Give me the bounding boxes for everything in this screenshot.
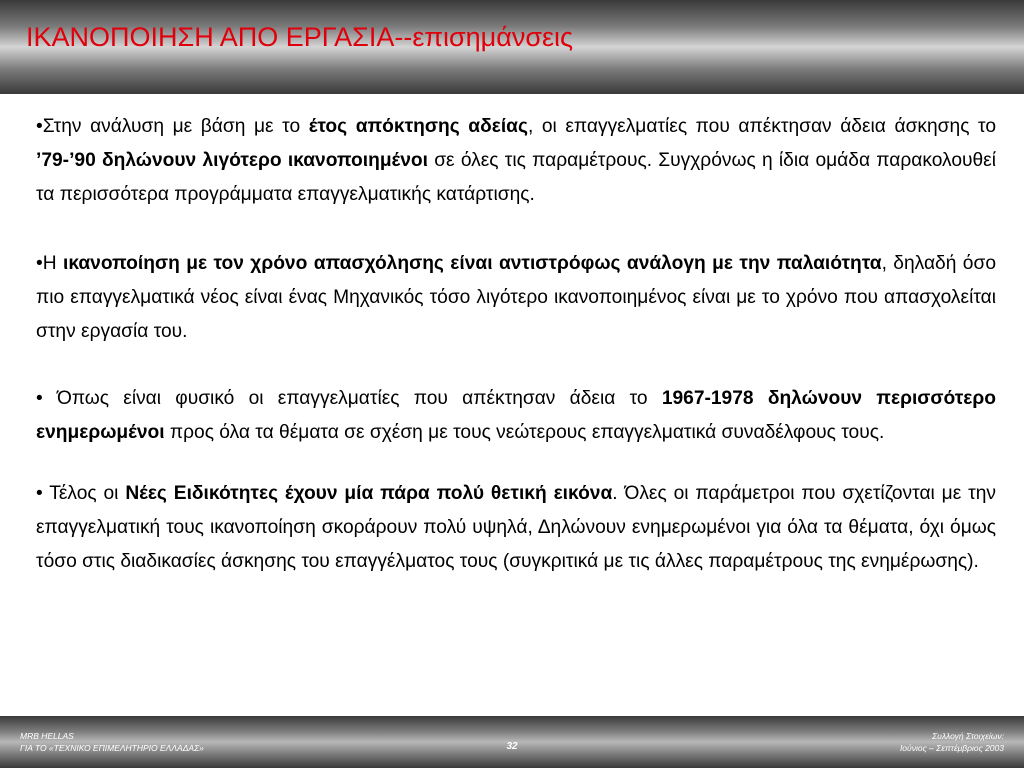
footer-period-dates: Ιούνιος – Σεπτέμβριος 2003 [899, 743, 1004, 753]
paragraph-emphasis: ικανοποίηση με τον χρόνο απασχόλησης είναι αντιστρόφως ανάλογη με την παλαιότητα [62, 253, 882, 274]
footer-bar [0, 716, 1024, 768]
bullet-paragraph-4 [36, 477, 996, 579]
footer-period [900, 730, 1004, 754]
footer-client: ΓΙΑ ΤΟ «ΤΕΧΝΙΚΟ ΕΠΙΜΕΛΗΤΗΡΙΟ ΕΛΛΑΔΑΣ» [20, 743, 204, 753]
slide-title: ΙΚΑΝΟΠΟΙΗΣΗ ΑΠΟ ΕΡΓΑΣΙΑ--επισημάνσεις [26, 22, 574, 52]
paragraph-text: προς όλα τα θέματα σε σχέση με τους νεώτερους επαγγελματικά συναδέλφους τους. [164, 422, 885, 443]
paragraph-text: , οι επαγγελματίες που απέκτησαν άδεια άσκησης το [527, 116, 996, 137]
paragraph-emphasis: Νέες Ειδικότητες έχουν μία πάρα πολύ θετική εικόνα [125, 483, 613, 504]
slide-content [36, 110, 996, 579]
paragraph-text: • Τέλος οι [36, 483, 126, 504]
paragraph-text: • Όπως είναι φυσικό οι επαγγελματίες που απέκτησαν άδεια το [36, 388, 662, 409]
paragraph-emphasis: 1967-1978 δηλώνουν περισσότερο ενημερωμένοι [36, 388, 996, 443]
paragraph-emphasis: έτος απόκτησης αδείας [308, 116, 528, 137]
paragraph-text: . Όλες οι παράμετροι που σχετίζονται με την επαγγελματική τους ικανοποίηση σκοράρουν πολύ υψηλά, Δηλώνουν ενημερωμένοι για όλα τα θέματα, όχι όμως τόσο στις διαδικασίες άσκησης του επαγγέλματος τους (συγκριτικά με τις άλλες παραμέτρους της ενημέρωσης). [36, 483, 996, 572]
paragraph-text: •Η [36, 253, 63, 274]
page-number: 32 [506, 741, 518, 752]
header-bar [0, 0, 1024, 94]
footer-company: MRB HELLAS [20, 731, 74, 741]
bullet-paragraph-1 [36, 110, 996, 212]
paragraph-text: •Στην ανάλυση με βάση με το [36, 116, 309, 137]
bullet-paragraph-3 [36, 382, 996, 450]
footer-period-label: Συλλογή Στοιχείων: [932, 731, 1004, 741]
paragraph-text: σε όλες τις παραμέτρους. Συγχρόνως η ίδια ομάδα παρακολουθεί τα περισσότερα προγράμματα επαγγελματικής κατάρτισης. [36, 150, 996, 205]
paragraph-emphasis: ’79-’90 δηλώνουν λιγότερο ικανοποιημένοι [36, 150, 428, 171]
bullet-paragraph-2 [36, 247, 996, 349]
paragraph-text: , δηλαδή όσο πιο επαγγελματικά νέος είναι ένας Μηχανικός τόσο λιγότερο ικανοποιημένος είναι με το χρόνο που απασχολείται στην εργασία του. [36, 253, 996, 342]
